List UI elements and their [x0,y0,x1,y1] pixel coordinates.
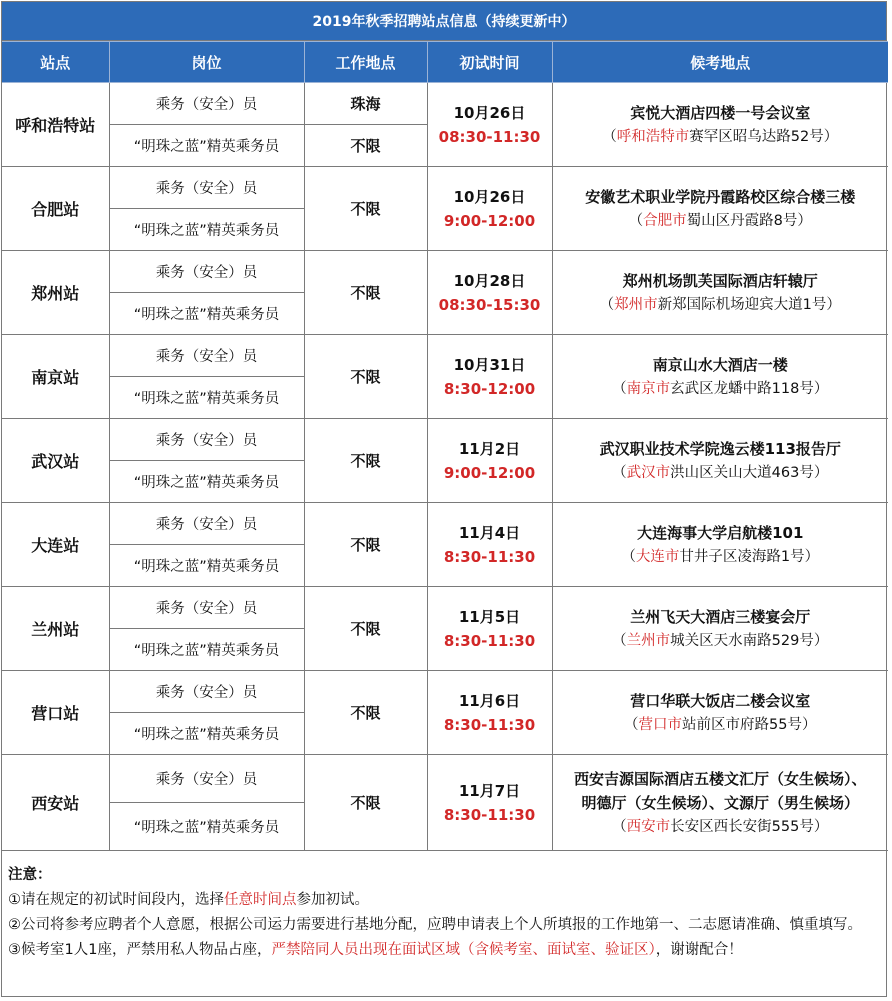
venue-street: 站前区市府路55号 [682,716,802,733]
station-name: 兰州站 [2,587,109,671]
venue-address: （南京市玄武区龙蟠中路118号） [612,380,829,397]
role-cell: 乘务（安全）员 [109,335,304,377]
venue-cell [552,335,888,419]
interview-time-cell [427,671,552,755]
note-3-highlight: 严禁陪同人员出现在面试区域（含候考室、面试室、验证区） [271,942,656,958]
venue-name: 宾悦大酒店四楼一号会议室 [630,103,811,122]
interview-hours: 8:30-11:30 [443,631,536,650]
interview-time-cell [427,503,552,587]
role-cell: 乘务（安全）员 [109,671,304,713]
station-name: 合肥站 [2,167,109,251]
venue-address: （武汉市洪山区关山大道463号） [612,464,829,481]
interview-date: 11月7日 [458,781,521,800]
table-row [2,503,888,545]
role-cell: 乘务（安全）员 [109,419,304,461]
interview-hours: 9:00-12:00 [443,211,536,230]
venue-street: 蜀山区丹霞路8号 [686,212,798,229]
work-location-cell: 不限 [304,419,427,503]
interview-date: 10月26日 [453,103,526,122]
interview-hours: 8:30-11:30 [443,715,536,734]
header-first-interview-time: 初试时间 [427,42,552,83]
venue-city: 西安市 [626,818,671,835]
interview-date: 11月2日 [458,439,521,458]
table-row [2,251,888,293]
note-item-3 [8,938,878,963]
role-cell: 乘务（安全）员 [109,587,304,629]
note-item-2: ②公司将参考应聘者个人意愿，根据公司运力需要进行基地分配，应聘申请表上个人所填报的工作地第一、二志愿请准确、慎重填写。 [8,917,862,933]
note-1-text-b: 参加初试。 [296,892,369,908]
station-name: 郑州站 [2,251,109,335]
header-position: 岗位 [109,42,304,83]
venue-cell [552,587,888,671]
interview-date: 11月6日 [458,691,521,710]
note-3-text-b: ，谢谢配合！ [655,942,743,958]
venue-address: （合肥市蜀山区丹霞路8号） [628,212,812,229]
venue-street: 城关区天水南路529号 [670,632,814,649]
interview-time-cell [427,419,552,503]
venue-address: （营口市站前区市府路55号） [624,716,817,733]
venue-name-line2: 明德厅（女生候场）、文源厅（男生候场） [581,793,859,812]
venue-street: 玄武区龙蟠中路118号 [670,380,814,397]
station-name: 营口站 [2,671,109,755]
station-table [2,41,888,851]
interview-time-cell [427,83,552,167]
work-location-cell: 不限 [304,251,427,335]
venue-address: （兰州市城关区天水南路529号） [612,632,829,649]
venue-address: （西安市长安区西长安街555号） [612,818,829,835]
sheet-title: 2019年秋季招聘站点信息（持续更新中） [2,2,886,41]
interview-date: 10月31日 [453,355,526,374]
venue-name-line1: 西安吉源国际酒店五楼文汇厅（女生候场）、 [573,769,867,788]
venue-name: 营口华联大饭店二楼会议室 [630,691,811,710]
station-name: 西安站 [2,755,109,851]
work-location-cell: 珠海 [304,83,427,125]
role-cell: “明珠之蓝”精英乘务员 [109,629,304,671]
notes-section [2,851,886,963]
interview-date: 10月26日 [453,187,526,206]
interview-date: 11月5日 [458,607,521,626]
table-row [2,671,888,713]
work-location-cell: 不限 [304,587,427,671]
note-item-1 [8,888,878,913]
role-cell: “明珠之蓝”精英乘务员 [109,293,304,335]
venue-city: 兰州市 [626,632,671,649]
venue-city: 营口市 [638,716,683,733]
interview-hours: 08:30-15:30 [438,295,541,314]
note-1-highlight: 任意时间点 [224,892,297,908]
interview-hours: 9:00-12:00 [443,463,536,482]
interview-time-cell [427,167,552,251]
venue-street: 赛罕区昭乌达路52号 [689,128,824,145]
work-location-cell: 不限 [304,167,427,251]
table-row [2,83,888,125]
venue-address: （大连市甘井子区凌海路1号） [621,548,820,565]
venue-city: 合肥市 [643,212,687,229]
venue-city: 郑州市 [614,296,658,313]
venue-name: 大连海事大学启航楼101 [637,523,804,542]
role-cell: 乘务（安全）员 [109,251,304,293]
venue-street: 长安区西长安街555号 [670,818,814,835]
role-cell: 乘务（安全）员 [109,167,304,209]
venue-cell [552,251,888,335]
table-row [2,335,888,377]
work-location-cell: 不限 [304,335,427,419]
interview-time-cell [427,251,552,335]
venue-cell [552,671,888,755]
interview-date: 11月4日 [458,523,521,542]
work-location-cell: 不限 [304,125,427,167]
role-cell: 乘务（安全）员 [109,503,304,545]
venue-city: 大连市 [635,548,680,565]
role-cell: 乘务（安全）员 [109,755,304,803]
venue-street: 甘井子区凌海路1号 [679,548,805,565]
station-name: 南京站 [2,335,109,419]
recruitment-info-sheet [1,1,887,997]
role-cell: “明珠之蓝”精英乘务员 [109,713,304,755]
work-location-cell: 不限 [304,503,427,587]
interview-time-cell [427,335,552,419]
venue-name: 郑州机场凯芙国际酒店轩辕厅 [622,271,818,290]
role-cell: “明珠之蓝”精英乘务员 [109,803,304,851]
venue-name: 兰州飞天大酒店三楼宴会厅 [630,607,811,626]
role-cell: “明珠之蓝”精英乘务员 [109,209,304,251]
role-cell: 乘务（安全）员 [109,83,304,125]
table-row [2,419,888,461]
interview-hours: 8:30-12:00 [443,379,536,398]
venue-city: 武汉市 [626,464,671,481]
venue-cell [552,167,888,251]
header-station: 站点 [2,42,109,83]
venue-address: （呼和浩特市赛罕区昭乌达路52号） [602,128,839,145]
role-cell: “明珠之蓝”精英乘务员 [109,377,304,419]
venue-name: 安徽艺术职业学院丹霞路校区综合楼三楼 [585,187,856,206]
interview-date: 10月28日 [453,271,526,290]
venue-city: 呼和浩特市 [616,128,690,145]
interview-time-cell [427,755,552,851]
venue-cell [552,503,888,587]
venue-street: 新郑国际机场迎宾大道1号 [657,296,827,313]
venue-cell [552,83,888,167]
venue-street: 洪山区关山大道463号 [670,464,814,481]
station-name: 武汉站 [2,419,109,503]
venue-city: 南京市 [626,380,671,397]
interview-hours: 08:30-11:30 [438,127,541,146]
venue-cell [552,419,888,503]
table-row [2,167,888,209]
station-name: 呼和浩特站 [2,83,109,167]
role-cell: “明珠之蓝”精英乘务员 [109,125,304,167]
interview-time-cell [427,587,552,671]
header-waiting-location: 候考地点 [552,42,888,83]
role-cell: “明珠之蓝”精英乘务员 [109,461,304,503]
venue-address: （郑州市新郑国际机场迎宾大道1号） [599,296,841,313]
note-3-text-a: ③候考室1人1座，严禁用私人物品占座， [8,942,272,958]
venue-name: 南京山水大酒店一楼 [652,355,788,374]
interview-hours: 8:30-11:30 [443,805,536,824]
station-name: 大连站 [2,503,109,587]
role-cell: “明珠之蓝”精英乘务员 [109,545,304,587]
work-location-cell: 不限 [304,671,427,755]
venue-cell [552,755,888,851]
interview-hours: 8:30-11:30 [443,547,536,566]
venue-name: 武汉职业技术学院逸云楼113报告厅 [599,439,841,458]
table-row [2,587,888,629]
work-location-cell: 不限 [304,755,427,851]
table-header-row [2,42,888,83]
notes-heading: 注意： [8,867,52,883]
header-work-location: 工作地点 [304,42,427,83]
table-row [2,755,888,803]
note-1-text-a: ①请在规定的初试时间段内，选择 [8,892,224,908]
